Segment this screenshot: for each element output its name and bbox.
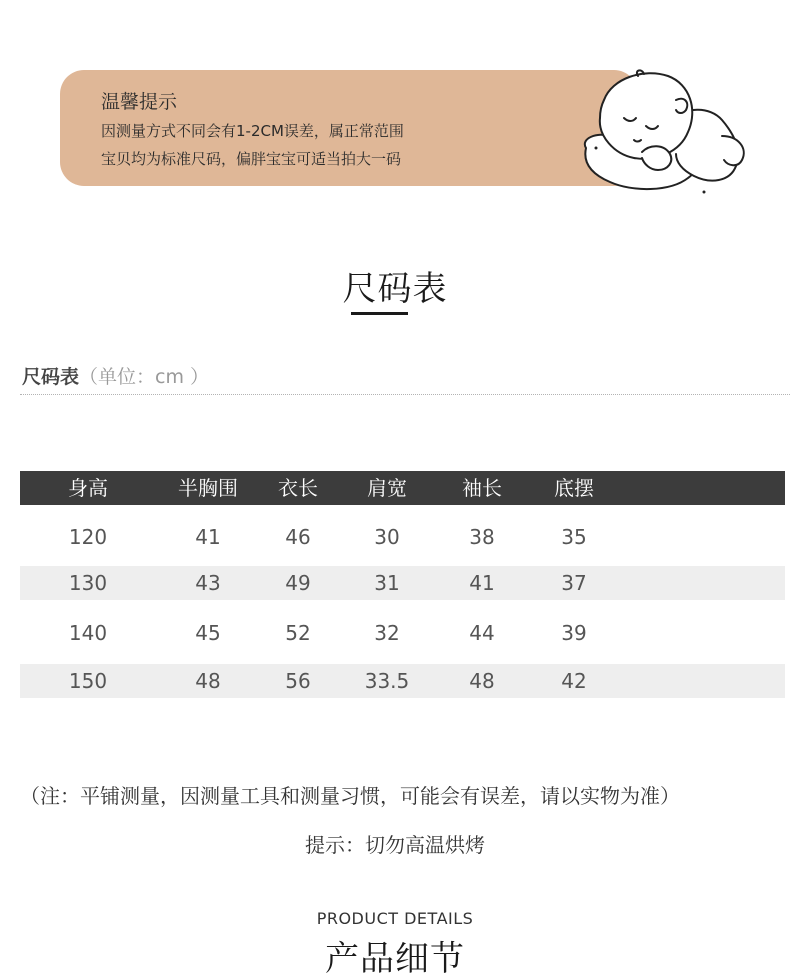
table-cell: 35 bbox=[561, 525, 587, 549]
table-cell: 31 bbox=[374, 571, 400, 595]
table-cell: 130 bbox=[68, 571, 108, 595]
table-cell: 150 bbox=[68, 669, 108, 693]
table-cell: 32 bbox=[374, 621, 400, 645]
header-hem: 底摆 bbox=[554, 476, 594, 500]
header-shoulder: 肩宽 bbox=[367, 476, 407, 500]
title-underline bbox=[351, 312, 408, 315]
table-cell: 45 bbox=[195, 621, 221, 645]
table-cell: 140 bbox=[68, 621, 108, 645]
table-cell: 44 bbox=[469, 621, 495, 645]
table-cell: 33.5 bbox=[364, 669, 410, 693]
header-length: 衣长 bbox=[278, 476, 318, 500]
table-row bbox=[20, 520, 785, 554]
table-cell: 42 bbox=[561, 669, 587, 693]
table-cell: 52 bbox=[285, 621, 311, 645]
size-chart-unit: （单位：cm ） bbox=[79, 366, 210, 388]
table-cell: 38 bbox=[469, 525, 495, 549]
table-row bbox=[20, 566, 785, 600]
product-details-title: 产品细节 bbox=[325, 939, 465, 979]
table-cell: 49 bbox=[285, 571, 311, 595]
size-chart-caption-label: 尺码表 bbox=[22, 366, 80, 388]
table-cell: 41 bbox=[195, 525, 221, 549]
header-sleeve: 袖长 bbox=[462, 476, 502, 500]
warm-tip-banner bbox=[60, 70, 638, 186]
table-row bbox=[20, 616, 785, 650]
header-height: 身高 bbox=[68, 476, 108, 500]
table-cell: 48 bbox=[469, 669, 495, 693]
warm-tip-line-1: 因测量方式不同会有1-2CM误差，属正常范围 bbox=[101, 122, 404, 140]
divider bbox=[20, 394, 790, 395]
table-cell: 37 bbox=[561, 571, 587, 595]
table-cell: 30 bbox=[374, 525, 400, 549]
table-cell: 56 bbox=[285, 669, 311, 693]
size-table bbox=[20, 471, 785, 693]
table-cell: 120 bbox=[68, 525, 108, 549]
section-title: 尺码表 bbox=[342, 269, 448, 309]
table-cell: 48 bbox=[195, 669, 221, 693]
table-cell: 46 bbox=[285, 525, 311, 549]
warm-tip-title: 温馨提示 bbox=[101, 91, 178, 113]
table-cell: 39 bbox=[561, 621, 587, 645]
size-chart-caption bbox=[22, 362, 209, 389]
table-header-row bbox=[20, 471, 785, 505]
sleeping-baby-icon bbox=[572, 66, 752, 198]
header-half-chest: 半胸围 bbox=[178, 476, 238, 500]
measurement-note: （注：平铺测量，因测量工具和测量习惯，可能会有误差，请以实物为准） bbox=[20, 784, 680, 808]
table-cell: 41 bbox=[469, 571, 495, 595]
table-cell: 43 bbox=[195, 571, 221, 595]
table-row bbox=[20, 664, 785, 698]
product-details-en: PRODUCT DETAILS bbox=[316, 909, 474, 928]
warm-tip-line-2: 宝贝均为标准尺码，偏胖宝宝可适当拍大一码 bbox=[101, 150, 402, 168]
care-tip: 提示：切勿高温烘烤 bbox=[305, 833, 485, 857]
